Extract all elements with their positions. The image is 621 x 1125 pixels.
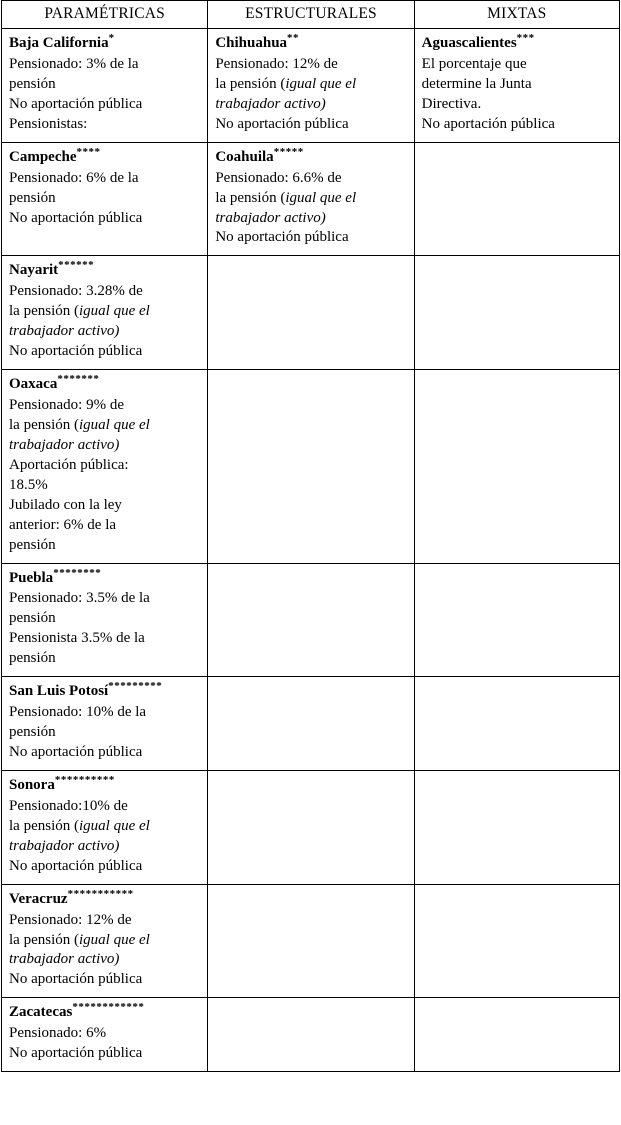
cell-content bbox=[2, 256, 207, 369]
table-row bbox=[2, 677, 620, 771]
detail-line: la pensión (igual que el bbox=[9, 303, 150, 320]
footnote-marker: ***** bbox=[273, 145, 304, 158]
emphasis-text: trabajador activo) bbox=[9, 323, 120, 340]
emphasis-text: igual que el bbox=[285, 189, 357, 206]
detail-line: Aportación pública: bbox=[9, 456, 129, 473]
empty-cell bbox=[208, 370, 414, 563]
detail-line: pensión bbox=[9, 189, 56, 206]
detail-line: 18.5% bbox=[9, 476, 48, 493]
detail-line bbox=[9, 837, 201, 857]
footnote-marker: ****** bbox=[58, 259, 95, 272]
footnote-marker: ******** bbox=[53, 566, 102, 579]
empty-cell bbox=[414, 998, 619, 1072]
cell-content bbox=[208, 29, 413, 142]
detail-line: No aportación pública bbox=[215, 229, 349, 246]
cell-parametricas bbox=[2, 884, 208, 998]
empty-cell bbox=[414, 370, 619, 563]
detail-line: determine la Junta bbox=[421, 75, 532, 92]
emphasis-text: igual que el bbox=[78, 303, 150, 320]
cell-content bbox=[2, 998, 207, 1071]
detail-line: pensión bbox=[9, 536, 56, 553]
detail-line: No aportación pública bbox=[9, 95, 143, 112]
state-name: Oaxaca******* bbox=[9, 373, 100, 393]
table-header bbox=[2, 1, 620, 29]
empty-cell bbox=[208, 998, 414, 1072]
detail-line: Pensionado: 6% de la bbox=[9, 169, 139, 186]
detail-line: Pensionado: 10% de la bbox=[9, 704, 147, 721]
cell-parametricas bbox=[2, 998, 208, 1072]
table-row bbox=[2, 563, 620, 677]
empty-cell bbox=[414, 142, 619, 256]
detail-line: No aportación pública bbox=[215, 115, 349, 132]
empty-cell bbox=[208, 563, 414, 677]
cell-parametricas bbox=[2, 677, 208, 771]
cell-content bbox=[2, 29, 207, 142]
detail-line: Pensionado: 3.5% de la bbox=[9, 590, 150, 607]
state-name: Veracruz*********** bbox=[9, 887, 134, 907]
column-header-estructurales: ESTRUCTURALES bbox=[208, 1, 414, 29]
state-name: Campeche**** bbox=[9, 145, 101, 165]
detail-line: la pensión (igual que el bbox=[215, 75, 357, 92]
detail-line: Pensionado: 6% bbox=[9, 1025, 107, 1042]
cell-parametricas bbox=[2, 370, 208, 563]
footnote-marker: ********** bbox=[54, 773, 115, 786]
state-name: Baja California* bbox=[9, 32, 115, 51]
empty-cell bbox=[208, 677, 414, 771]
empty-cell bbox=[208, 770, 414, 884]
state-name: Coahuila***** bbox=[215, 145, 304, 165]
cell-parametricas bbox=[2, 142, 208, 256]
emphasis-text: igual que el bbox=[78, 931, 150, 948]
table-row bbox=[2, 770, 620, 884]
detail-line: pensión bbox=[9, 610, 56, 627]
detail-line bbox=[215, 209, 407, 229]
detail-line bbox=[9, 436, 201, 456]
detail-line: No aportación pública bbox=[9, 209, 143, 226]
cell-content bbox=[2, 885, 207, 998]
state-name: Puebla******** bbox=[9, 566, 102, 586]
state-name: Nayarit****** bbox=[9, 259, 95, 279]
detail-line: Pensionado:10% de bbox=[9, 797, 128, 814]
detail-line: Jubilado con la ley bbox=[9, 496, 122, 513]
detail-line: la pensión (igual que el bbox=[215, 189, 357, 206]
empty-cell bbox=[208, 256, 414, 370]
emphasis-text: trabajador activo) bbox=[215, 209, 326, 226]
table-row bbox=[2, 29, 620, 143]
cell-parametricas bbox=[2, 770, 208, 884]
cell-mixtas bbox=[414, 29, 619, 143]
empty-cell bbox=[414, 884, 619, 998]
detail-line: Pensionado: 6.6% de bbox=[215, 169, 342, 186]
cell-content bbox=[2, 677, 207, 770]
cell-content bbox=[415, 29, 619, 142]
detail-line: No aportación pública bbox=[9, 1045, 143, 1062]
emphasis-text: igual que el bbox=[78, 416, 150, 433]
detail-line: No aportación pública bbox=[9, 971, 143, 988]
state-name: Sonora********** bbox=[9, 773, 115, 793]
footnote-marker: * bbox=[108, 32, 115, 44]
column-header-parametricas: PARAMÉTRICAS bbox=[2, 1, 208, 29]
pension-contributions-table bbox=[1, 0, 620, 1072]
detail-line: No aportación pública bbox=[421, 115, 555, 132]
cell-content bbox=[2, 564, 207, 677]
table-row bbox=[2, 256, 620, 370]
empty-cell bbox=[208, 884, 414, 998]
detail-line: anterior: 6% de la bbox=[9, 516, 117, 533]
cell-content bbox=[208, 143, 413, 256]
detail-line bbox=[9, 322, 201, 342]
detail-line: la pensión (igual que el bbox=[9, 931, 150, 948]
detail-line: pensión bbox=[9, 75, 56, 92]
detail-line: la pensión (igual que el bbox=[9, 416, 150, 433]
detail-line: Directiva. bbox=[421, 95, 482, 112]
empty-cell bbox=[414, 256, 619, 370]
column-header-mixtas: MIXTAS bbox=[414, 1, 619, 29]
emphasis-text: trabajador activo) bbox=[9, 951, 120, 968]
table-row bbox=[2, 142, 620, 256]
empty-cell bbox=[414, 677, 619, 771]
detail-line: Pensionado: 3% de la bbox=[9, 55, 139, 72]
footnote-marker: ************ bbox=[72, 1001, 145, 1014]
emphasis-text: igual que el bbox=[78, 817, 150, 834]
detail-line: pensión bbox=[9, 724, 56, 741]
cell-content bbox=[2, 143, 207, 236]
detail-line: Pensionistas: bbox=[9, 115, 88, 132]
detail-line: No aportación pública bbox=[9, 744, 143, 760]
detail-line: El porcentaje que bbox=[421, 55, 527, 72]
detail-line: Pensionista 3.5% de la bbox=[9, 630, 145, 647]
cell-estructurales bbox=[208, 29, 414, 143]
emphasis-text: igual que el bbox=[285, 75, 357, 92]
detail-line: la pensión (igual que el bbox=[9, 817, 150, 834]
footnote-marker: ** bbox=[287, 32, 300, 44]
state-name: San Luis Potosí********* bbox=[9, 680, 163, 700]
cell-parametricas bbox=[2, 256, 208, 370]
emphasis-text: trabajador activo) bbox=[9, 837, 120, 854]
empty-cell bbox=[414, 770, 619, 884]
detail-line: pensión bbox=[9, 650, 56, 667]
cell-content bbox=[2, 771, 207, 884]
empty-cell bbox=[414, 563, 619, 677]
cell-estructurales bbox=[208, 142, 414, 256]
emphasis-text: trabajador activo) bbox=[9, 436, 120, 453]
footnote-marker: **** bbox=[76, 145, 101, 158]
footnote-marker: *********** bbox=[67, 887, 134, 900]
cell-parametricas bbox=[2, 29, 208, 143]
detail-line: Pensionado: 3.28% de bbox=[9, 283, 143, 300]
detail-line: No aportación pública bbox=[9, 857, 143, 874]
footnote-marker: ******* bbox=[57, 373, 100, 386]
table-row bbox=[2, 998, 620, 1072]
emphasis-text: trabajador activo) bbox=[215, 95, 326, 112]
table-row bbox=[2, 884, 620, 998]
table-row bbox=[2, 370, 620, 563]
detail-line: Pensionado: 12% de bbox=[9, 911, 132, 928]
detail-line: Pensionado: 9% de bbox=[9, 397, 124, 413]
table-body bbox=[2, 29, 620, 1072]
state-name: Aguascalientes*** bbox=[421, 32, 535, 51]
state-name: Chihuahua** bbox=[215, 32, 300, 51]
detail-line bbox=[215, 95, 407, 115]
detail-line: No aportación pública bbox=[9, 343, 143, 360]
cell-content bbox=[2, 370, 207, 562]
cell-parametricas bbox=[2, 563, 208, 677]
header-row bbox=[2, 1, 620, 29]
footnote-marker: ********* bbox=[108, 680, 163, 693]
footnote-marker: *** bbox=[516, 32, 535, 44]
detail-line: Pensionado: 12% de bbox=[215, 55, 338, 72]
state-name: Zacatecas************ bbox=[9, 1001, 145, 1021]
detail-line bbox=[9, 950, 201, 970]
